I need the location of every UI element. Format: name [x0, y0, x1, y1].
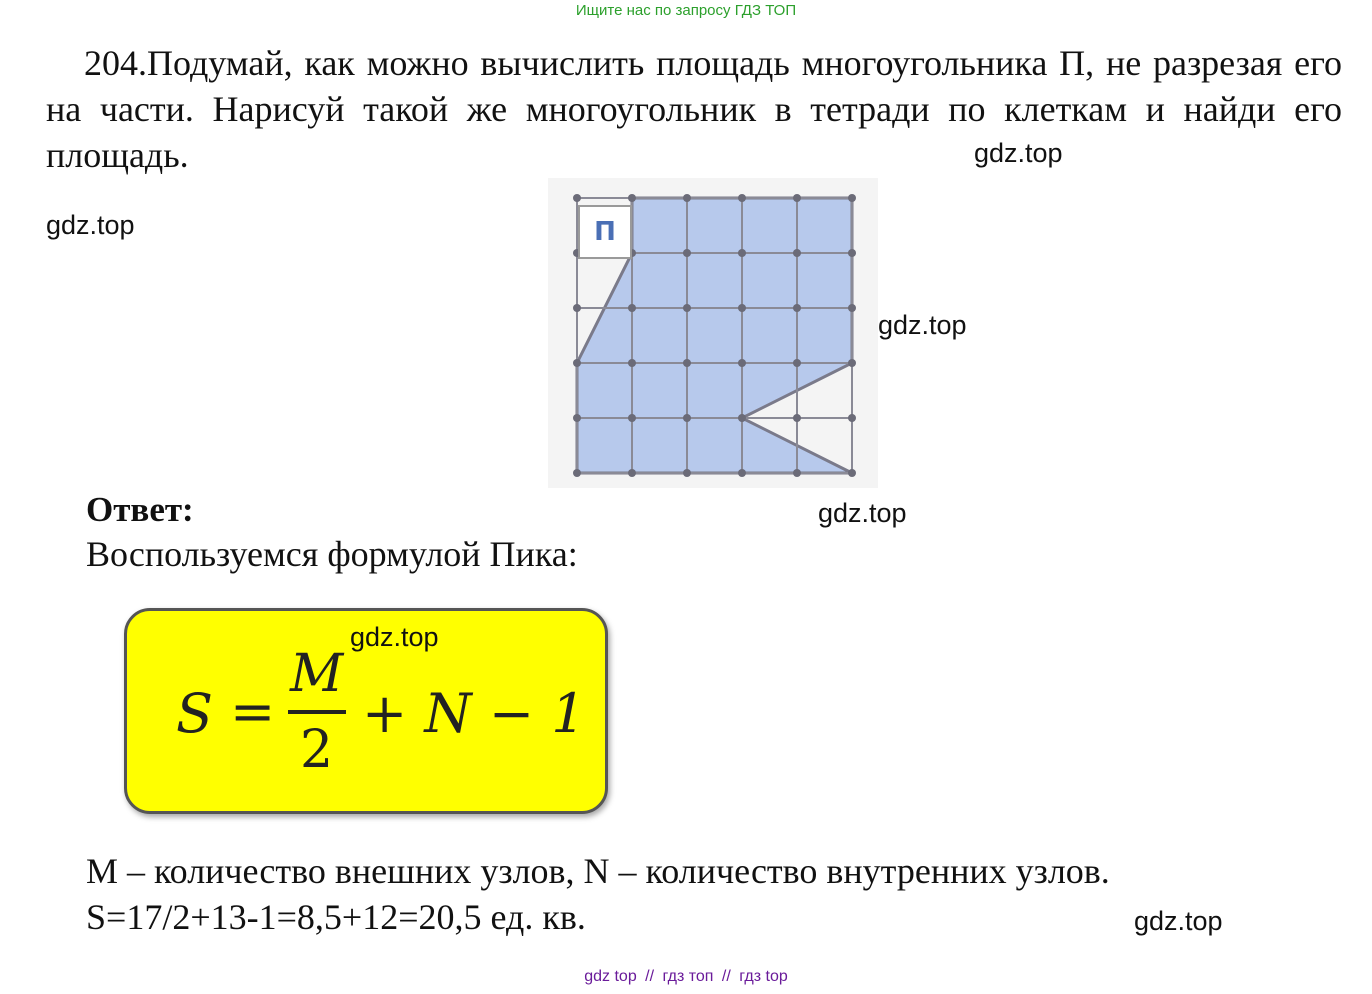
watermark: gdz.top [878, 310, 967, 340]
answer-title: Ответ: [86, 490, 194, 529]
grid-node [793, 469, 801, 477]
bottom-link[interactable]: гдз top [739, 968, 788, 985]
grid-node [683, 194, 691, 202]
pick-formula [176, 644, 596, 794]
grid-node [573, 469, 581, 477]
grid-node [793, 249, 801, 257]
fraction-bar [288, 710, 346, 714]
grid-node [848, 249, 856, 257]
watermark: gdz.top [974, 138, 1063, 168]
task-text: 204.Подумай, как можно вычислить площадь многоугольника П, не разрезая его на части. Нарисуй такой же многоугольник в тетради по клеткам и найди его площадь. [46, 43, 1342, 175]
formula-rest: + N − 1 [362, 682, 586, 745]
link-separator: // [721, 968, 731, 985]
grid-node [573, 414, 581, 422]
calculation-text: S=17/2+13-1=8,5+12=20,5 ед. кв. [86, 897, 586, 937]
watermark: gdz.top [818, 498, 907, 528]
grid-node [848, 414, 856, 422]
grid-node [848, 469, 856, 477]
grid-node [793, 304, 801, 312]
formula-numerator: M [290, 644, 344, 704]
answer-intro: Воспользуемся формулой Пика: [86, 534, 578, 574]
definitions-text: M – количество внешних узлов, N – количество внутренних узлов. [86, 851, 1110, 891]
grid-node [793, 359, 801, 367]
grid-node [793, 194, 801, 202]
grid-node [738, 359, 746, 367]
grid-node [573, 359, 581, 367]
grid-node [683, 304, 691, 312]
grid-node [738, 469, 746, 477]
watermark: gdz.top [1134, 906, 1223, 936]
grid-node [628, 194, 636, 202]
grid-node [738, 194, 746, 202]
formula-denominator: 2 [300, 720, 334, 780]
grid-node [848, 194, 856, 202]
grid-node [738, 414, 746, 422]
link-separator: // [645, 968, 655, 985]
watermark: gdz.top [46, 210, 135, 240]
bottom-link[interactable]: gdz top [584, 968, 637, 985]
formula-lhs: S [176, 682, 213, 745]
grid-node [628, 469, 636, 477]
grid-node [683, 414, 691, 422]
grid-node [628, 414, 636, 422]
grid-node [738, 304, 746, 312]
polygon-label: П [594, 217, 616, 247]
top-banner[interactable]: Ищите нас по запросу ГДЗ ТОП [575, 2, 797, 19]
grid-node [683, 359, 691, 367]
grid-node [573, 304, 581, 312]
grid-node [848, 359, 856, 367]
bottom-links [0, 968, 1372, 986]
bottom-link[interactable]: гдз топ [662, 968, 714, 985]
grid-node [683, 249, 691, 257]
grid-node [848, 304, 856, 312]
grid-node [628, 304, 636, 312]
formula-equals: = [230, 680, 276, 743]
grid-node [683, 469, 691, 477]
grid-node [628, 359, 636, 367]
watermark: gdz.top [350, 622, 439, 652]
grid-node [573, 194, 581, 202]
grid-node [793, 414, 801, 422]
polygon-figure [548, 178, 878, 488]
grid-node [738, 249, 746, 257]
